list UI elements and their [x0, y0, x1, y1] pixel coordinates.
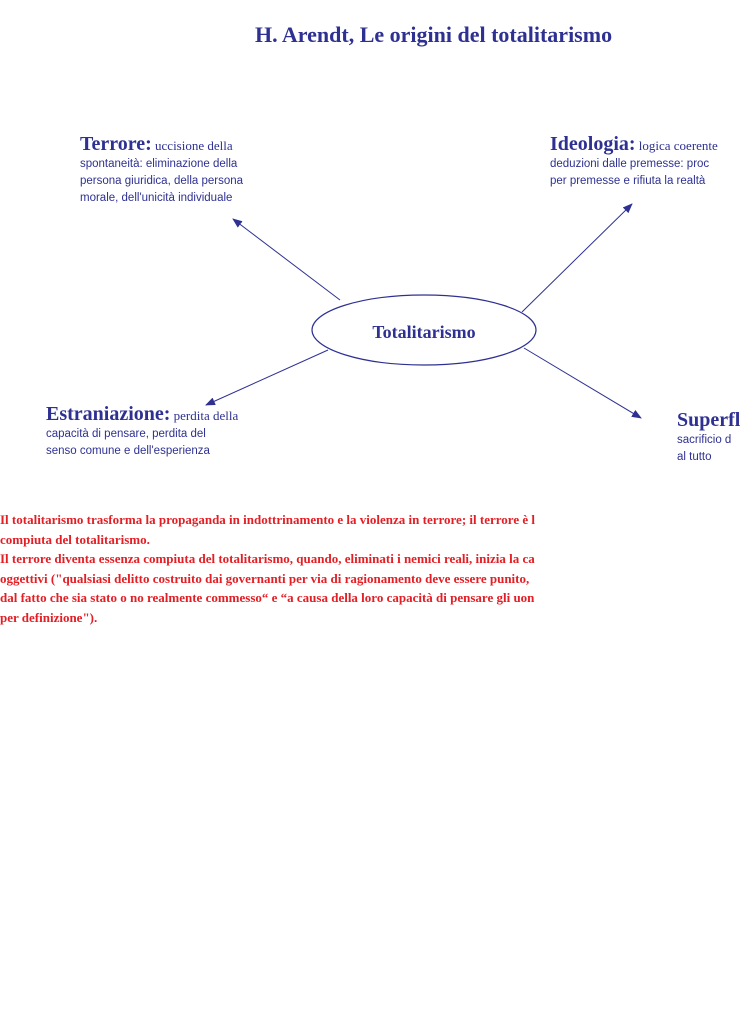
- node-superfluita-heading-line: [677, 409, 740, 432]
- node-ideologia-text: per premesse e rifiuta la realtà: [550, 175, 706, 187]
- node-superfluita-text: sacrificio d: [677, 434, 732, 446]
- node-estraniazione-text: capacità di pensare, perdita del: [46, 428, 206, 440]
- paragraph-line: dal fatto che sia stato o no realmente commesso“ e “a causa della loro capacità di pensare gli uon: [0, 590, 535, 605]
- node-terrore: [80, 133, 244, 207]
- node-ideologia-heading: Ideologia:: [550, 133, 636, 155]
- node-ideologia-lead: logica coerente: [638, 138, 718, 153]
- node-estraniazione-heading: Estraniazione:: [46, 403, 171, 425]
- node-terrore-text: spontaneità: eliminazione della: [80, 158, 238, 170]
- node-estraniazione-heading-line: [46, 403, 239, 426]
- node-estraniazione: [46, 403, 239, 460]
- arrow-to-ideologia: [522, 204, 632, 312]
- node-estraniazione-lead: perdita della: [173, 408, 239, 423]
- node-terrore-heading: Terrore:: [80, 133, 152, 155]
- node-estraniazione-text: senso comune e dell'esperienza: [46, 445, 210, 457]
- paragraph-line: Il terrore diventa essenza compiuta del totalitarismo, quando, eliminati i nemici reali, inizia la ca: [0, 551, 535, 566]
- node-ideologia-text: deduzioni dalle premesse: proc: [550, 158, 710, 170]
- node-terrore-text: morale, dell'unicità individuale: [80, 192, 233, 204]
- node-superfluita-heading: Superfl: [677, 409, 740, 431]
- node-superfluita: [677, 409, 740, 466]
- paragraph-line: per definizione").: [0, 609, 98, 625]
- explanation-paragraph: [0, 510, 729, 627]
- arrow-to-estraniazione: [206, 350, 328, 405]
- node-terrore-text: persona giuridica, della persona: [80, 175, 244, 187]
- center-node-label: Totalitarismo: [372, 322, 476, 342]
- paragraph-line: Il totalitarismo trasforma la propaganda in indottrinamento e la violenza in terrore; il terrore è l: [0, 512, 535, 527]
- node-terrore-heading-line: [80, 133, 243, 156]
- node-ideologia: [550, 133, 718, 190]
- node-superfluita-text: al tutto: [677, 451, 712, 463]
- arrow-to-terrore: [233, 219, 340, 300]
- node-ideologia-heading-line: [550, 133, 718, 156]
- node-terrore-lead: uccisione della: [155, 138, 233, 153]
- page-title: H. Arendt, Le origini del totalitarismo: [255, 22, 613, 47]
- paragraph-line: oggettivi ("qualsiasi delitto costruito dai governanti per via di ragionamento deve essere punito,: [0, 570, 530, 586]
- paragraph-line: compiuta del totalitarismo.: [0, 531, 150, 547]
- arrow-to-superfluita: [524, 348, 641, 418]
